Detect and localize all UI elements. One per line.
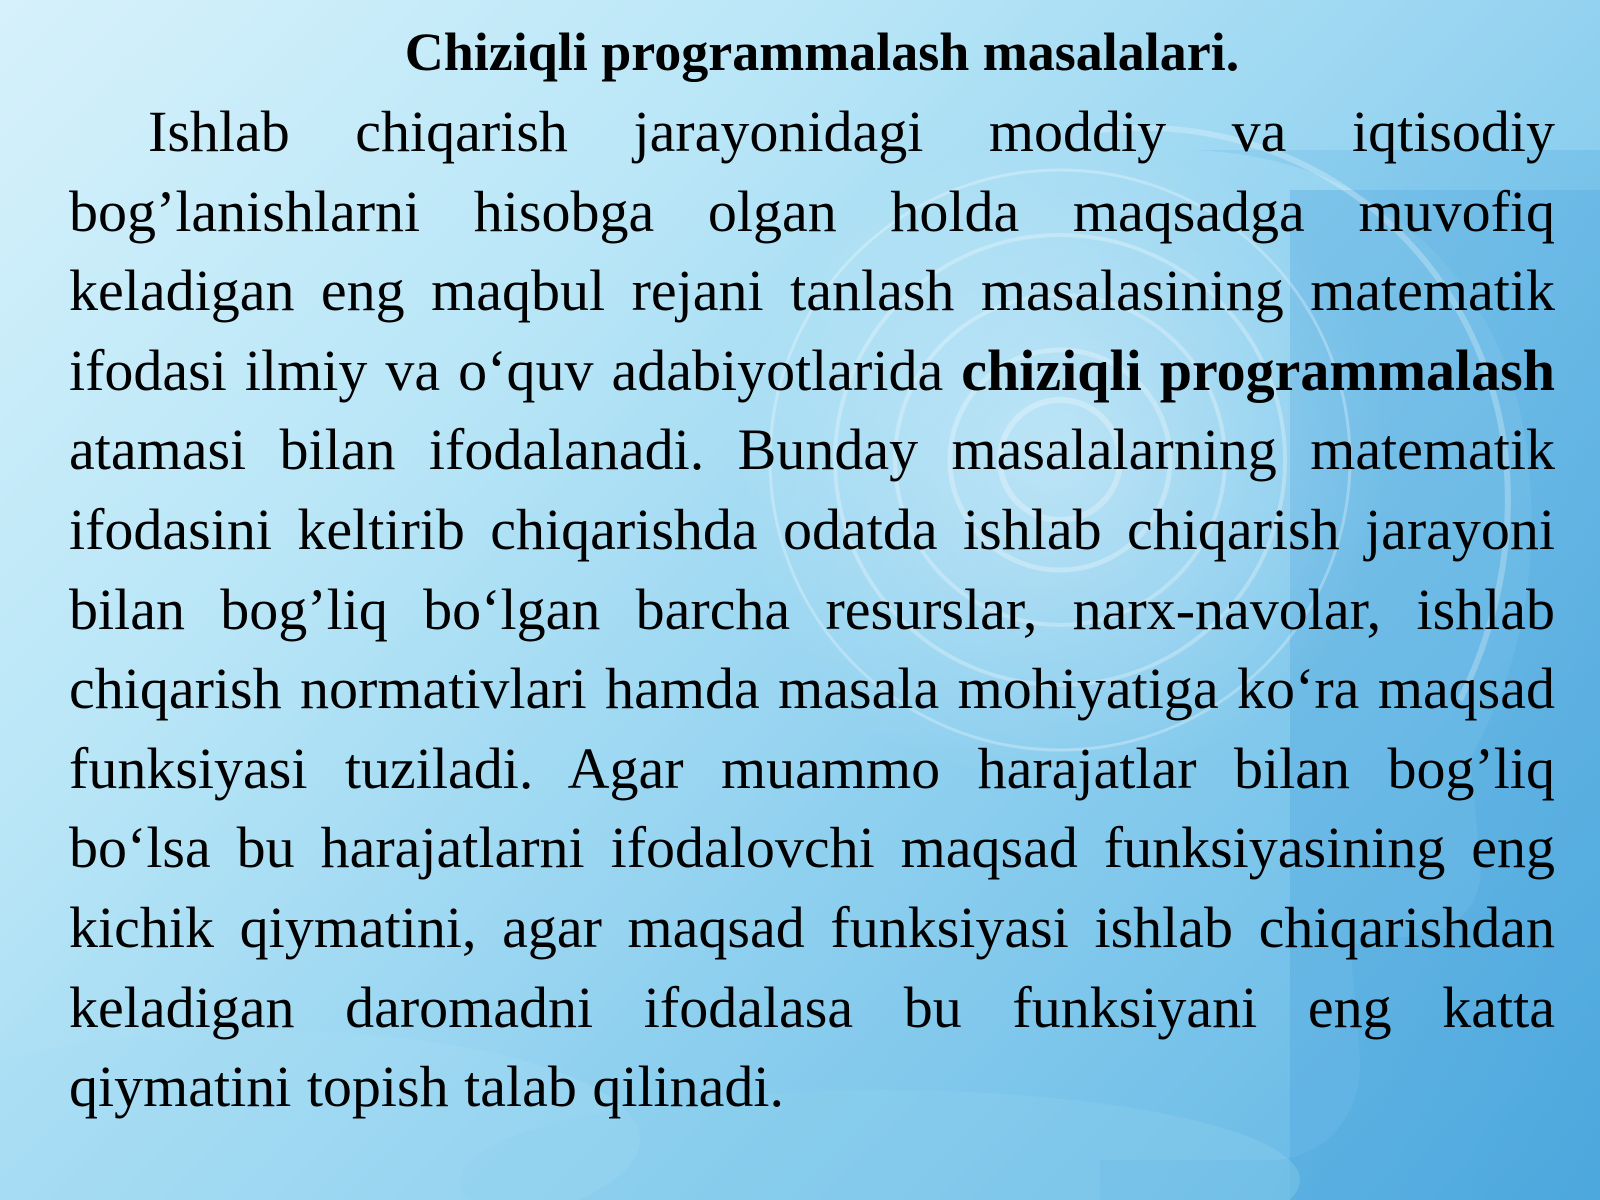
paragraph-text-start: Ishlab chiqarish jarayonidagi moddiy va iqtisodiy bog’lanishlarni hisobga olgan holda maqsadga muvofiq keladigan eng maqbul rejani tanlash masalasining matematik ifodasi ilmiy va o‘quv adabiyotlarida [69,99,1555,403]
body-paragraph [69,92,1555,1127]
paragraph-text-end: atamasi bilan ifodalanadi. Bunday masalalarning matematik ifodasini keltirib chiqarishda odatda ishlab chiqarish jarayoni bilan bog’liq bo‘lgan barcha resurslar, narx-navolar, ishlab chiqarish normativlari hamda masala mohiyatiga ko‘ra maqsad funksiyasi tuziladi. Agar muammo harajatlar bilan bog’liq bo‘lsa bu harajatlarni ifodalovchi maqsad funksiyasining eng kichik qiymatini, agar maqsad funksiyasi ishlab chiqarishdan keladigan daromadni ifodalasa bu funksiyani eng katta qiymatini topish talab qilinadi. [69,417,1555,1120]
bold-term: chiziqli programmalash [961,337,1555,403]
slide-title: Chiziqli programmalash masalalari. [404,22,1240,82]
slide-content [69,20,1555,1127]
